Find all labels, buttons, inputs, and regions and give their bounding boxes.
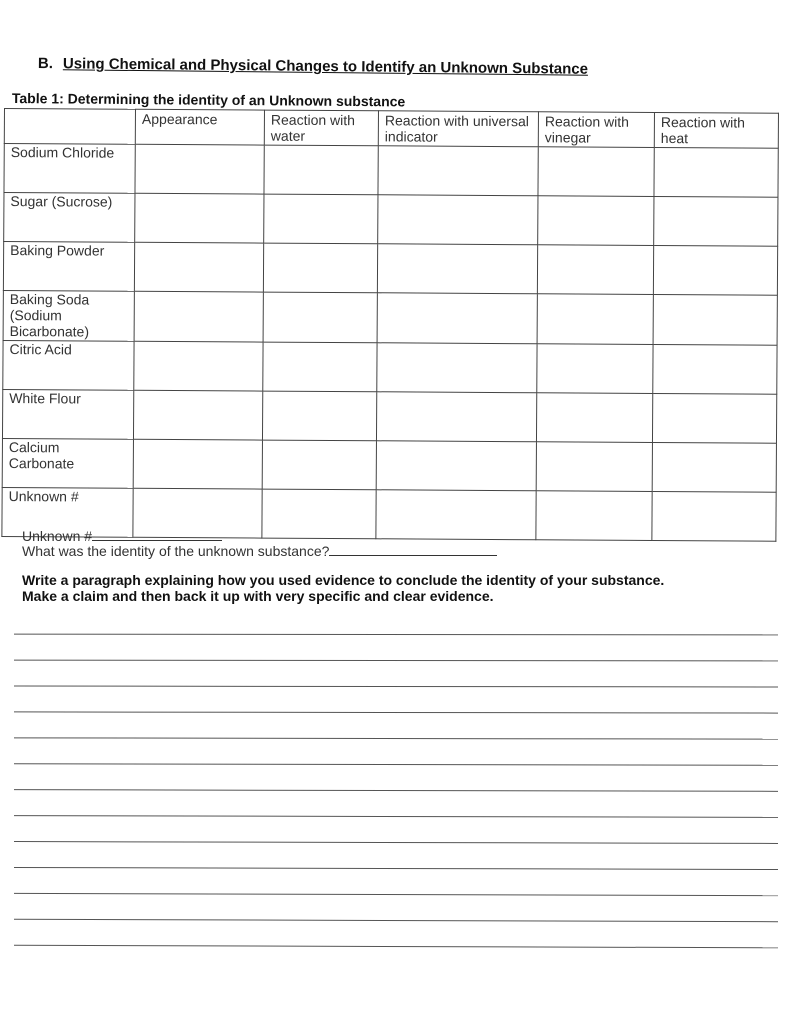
answer-line[interactable] — [14, 686, 778, 688]
table-cell[interactable] — [263, 243, 377, 293]
table-cell[interactable] — [536, 491, 652, 541]
instructions-line-2: Make a claim and then back it up with very specific and clear evidence. — [22, 588, 494, 604]
section-heading — [38, 55, 588, 78]
table-cell[interactable] — [654, 147, 778, 197]
table-cell[interactable] — [135, 193, 264, 243]
unknown-number-line — [22, 528, 222, 544]
table-cell[interactable] — [536, 393, 652, 443]
table-cell[interactable] — [133, 390, 262, 440]
table-cell[interactable] — [263, 292, 377, 343]
table-row — [2, 389, 776, 443]
section-letter: B. — [37, 55, 53, 73]
table-cell[interactable] — [376, 392, 536, 442]
table-cell[interactable] — [653, 294, 777, 345]
header-cell-water: Reaction with water — [264, 110, 378, 146]
header-cell-heat: Reaction with heat — [654, 112, 778, 148]
answer-line[interactable] — [14, 711, 778, 713]
table-row — [3, 290, 777, 345]
table-cell[interactable] — [536, 442, 652, 492]
identity-question-text: What was the identity of the unknown substance? — [22, 543, 330, 559]
table-cell[interactable] — [537, 294, 653, 345]
table-cell[interactable] — [134, 242, 263, 292]
row-label: Citric Acid — [3, 340, 134, 390]
answer-line[interactable] — [14, 763, 778, 765]
table-cell[interactable] — [263, 342, 377, 392]
table-cell[interactable] — [652, 393, 776, 443]
answer-line[interactable] — [14, 893, 778, 896]
table-cell[interactable] — [652, 491, 776, 541]
answer-line[interactable] — [14, 737, 778, 739]
row-label: Unknown # — [2, 487, 133, 537]
table-cell[interactable] — [538, 196, 654, 246]
answer-writing-lines[interactable] — [14, 626, 780, 966]
table-cell[interactable] — [262, 391, 376, 441]
answer-line[interactable] — [14, 841, 778, 844]
table-cell[interactable] — [133, 439, 262, 489]
answer-line[interactable] — [14, 660, 778, 662]
answer-line[interactable] — [14, 789, 778, 792]
answer-line[interactable] — [14, 945, 778, 949]
answer-line[interactable] — [14, 867, 778, 870]
table-cell[interactable] — [654, 196, 778, 246]
section-title: Using Chemical and Physical Changes to Identify an Unknown Substance — [62, 55, 589, 78]
row-label: White Flour — [2, 389, 133, 439]
table-row — [4, 144, 778, 198]
table-cell[interactable] — [134, 341, 263, 391]
unknown-number-blank[interactable] — [92, 528, 222, 541]
row-label: Baking Powder — [3, 242, 134, 292]
table-cell[interactable] — [377, 293, 537, 344]
substance-table — [1, 108, 779, 542]
paragraph-instructions — [22, 572, 782, 604]
table-cell[interactable] — [653, 344, 777, 394]
table-row — [2, 438, 776, 492]
table-cell[interactable] — [377, 244, 537, 294]
row-label: Sodium Chloride — [4, 144, 135, 194]
header-cell-appearance: Appearance — [135, 109, 264, 145]
answer-line[interactable] — [14, 634, 778, 636]
table-cell[interactable] — [537, 344, 653, 394]
table-cell[interactable] — [262, 440, 376, 490]
row-label: Baking Soda (Sodium Bicarbonate) — [3, 290, 134, 341]
header-cell-blank — [4, 109, 135, 145]
answer-line[interactable] — [14, 919, 778, 922]
row-label: Calcium Carbonate — [2, 438, 133, 488]
table-header-row — [4, 109, 778, 149]
table-cell[interactable] — [376, 490, 536, 540]
unknown-number-label: Unknown # — [22, 528, 93, 544]
table-cell[interactable] — [653, 245, 777, 295]
table-cell[interactable] — [135, 144, 264, 194]
table-cell[interactable] — [377, 343, 537, 393]
table-cell[interactable] — [537, 245, 653, 295]
table-cell[interactable] — [652, 442, 776, 492]
table-cell[interactable] — [378, 146, 538, 196]
table-cell[interactable] — [264, 194, 378, 244]
answer-line[interactable] — [14, 815, 778, 818]
table-cell[interactable] — [134, 291, 263, 342]
table-cell[interactable] — [376, 441, 536, 491]
table-cell[interactable] — [262, 489, 376, 539]
table-row — [4, 193, 778, 247]
identity-answer-blank[interactable] — [329, 543, 497, 556]
instructions-line-1: Write a paragraph explaining how you used evidence to conclude the identity of your substance. — [22, 572, 665, 588]
substance-table-container — [1, 108, 778, 542]
table-row — [3, 242, 777, 296]
table-cell[interactable] — [378, 195, 538, 245]
header-cell-vinegar: Reaction with vinegar — [538, 112, 654, 148]
table-row — [3, 340, 777, 394]
table-cell[interactable] — [538, 147, 654, 197]
header-cell-universal-indicator: Reaction with universal indicator — [378, 111, 538, 147]
identity-question-line — [22, 543, 497, 559]
row-label: Sugar (Sucrose) — [4, 193, 135, 243]
table-cell[interactable] — [264, 145, 378, 195]
table-caption: Table 1: Determining the identity of an Unknown substance — [11, 90, 406, 110]
